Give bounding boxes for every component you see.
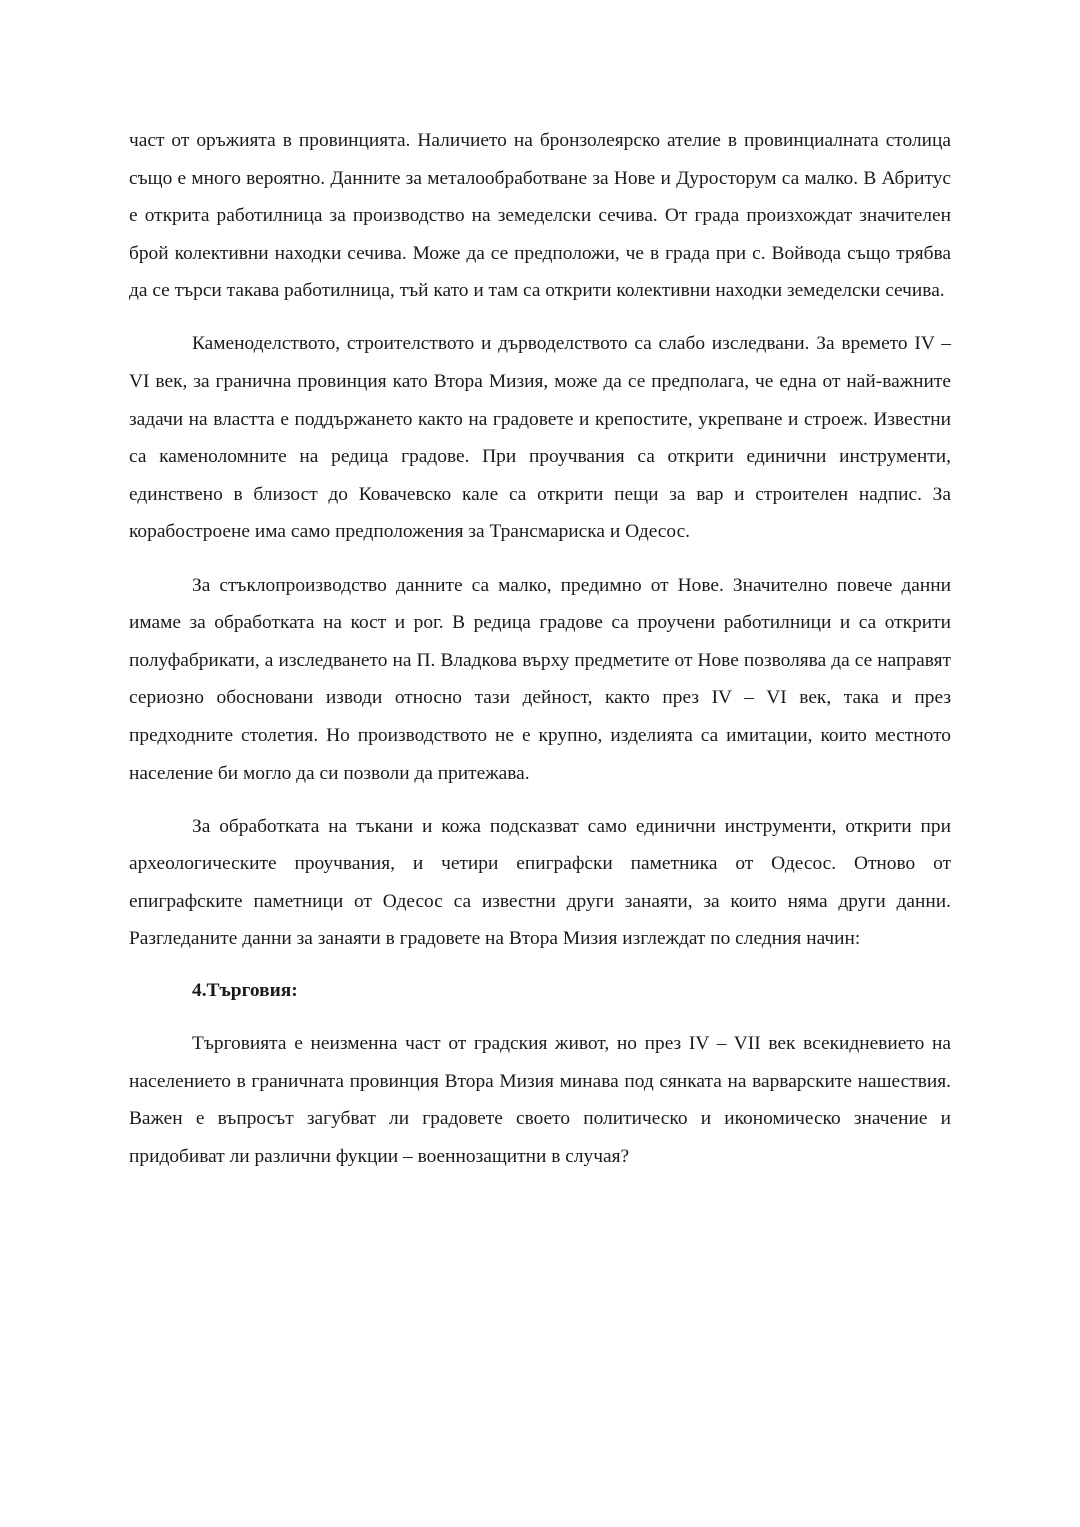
paragraph-metalworking: част от оръжията в провинцията. Наличието на бронзолеярско ателие в провинциалната столица също е много вероятно. Данните за металообработване за Нове и Дуросторум са малко. В Абритус е открита работилница за производство на земеделски сечива. От града произхождат значителен брой колективни находки сечива. Може да се предположи, че в града при с. Войвода също трябва да се търси такава работилница, тъй като и там са открити колективни находки земеделски сечива. [129,130,951,302]
paragraph-textiles-leather: За обработката на тъкани и кожа подсказват само единични инструменти, открити при археологическите проучвания, и четири епиграфски паметника от Одесос. Отново от епиграфските паметници от Одесос са известни други занаяти, за които няма други данни. Разгледаните данни за занаяти в градовете на Втора Мизия изглеждат по следния начин: [129,815,951,950]
paragraph-glass-bone: За стъклопроизводство данните са малко, предимно от Нове. Значително повече данни имаме за обработката на кост и рог. В редица градове са проучени работилници и са открити полуфабрикати, а изследването на П. Владкова върху предметите от Нове позволява да се направят сериозно обосновани изводи относно тази дейност, както през IV – VI век, така и през предходните столетия. Но производството не е крупно, изделията са имитации, които местното население би могло да си позволи да притежава. [129,574,951,784]
paragraph-stonework: Каменоделството, строителството и дърводелството са слабо изследвани. За времето IV – VI век, за гранична провинция като Втора Мизия, може да се предполага, че една от най-важните задачи на властта е поддържането както на градовете и крепостите, укрепване и строеж. Известни са каменоломните на редица градове. При проучвания са открити единични инструменти, единствено в близост до Ковачевско кале са открити пещи за вар и строителен надпис. За корабостроене има само предположения за Трансмариска и Одесос. [129,333,951,543]
section-heading-trade: 4.Търговия: [192,979,298,1001]
paragraph-trade: Търговията е неизменна част от градския живот, но през IV – VII век всекидневието на населението в граничната провинция Втора Мизия минава под сянката на варварските нашествия. Важен е въпросът загубват ли градовете своето политическо и икономическо значение и придобиват ли различни фукции – военнозащитни в случая? [129,1033,951,1167]
document-page [129,122,951,1175]
